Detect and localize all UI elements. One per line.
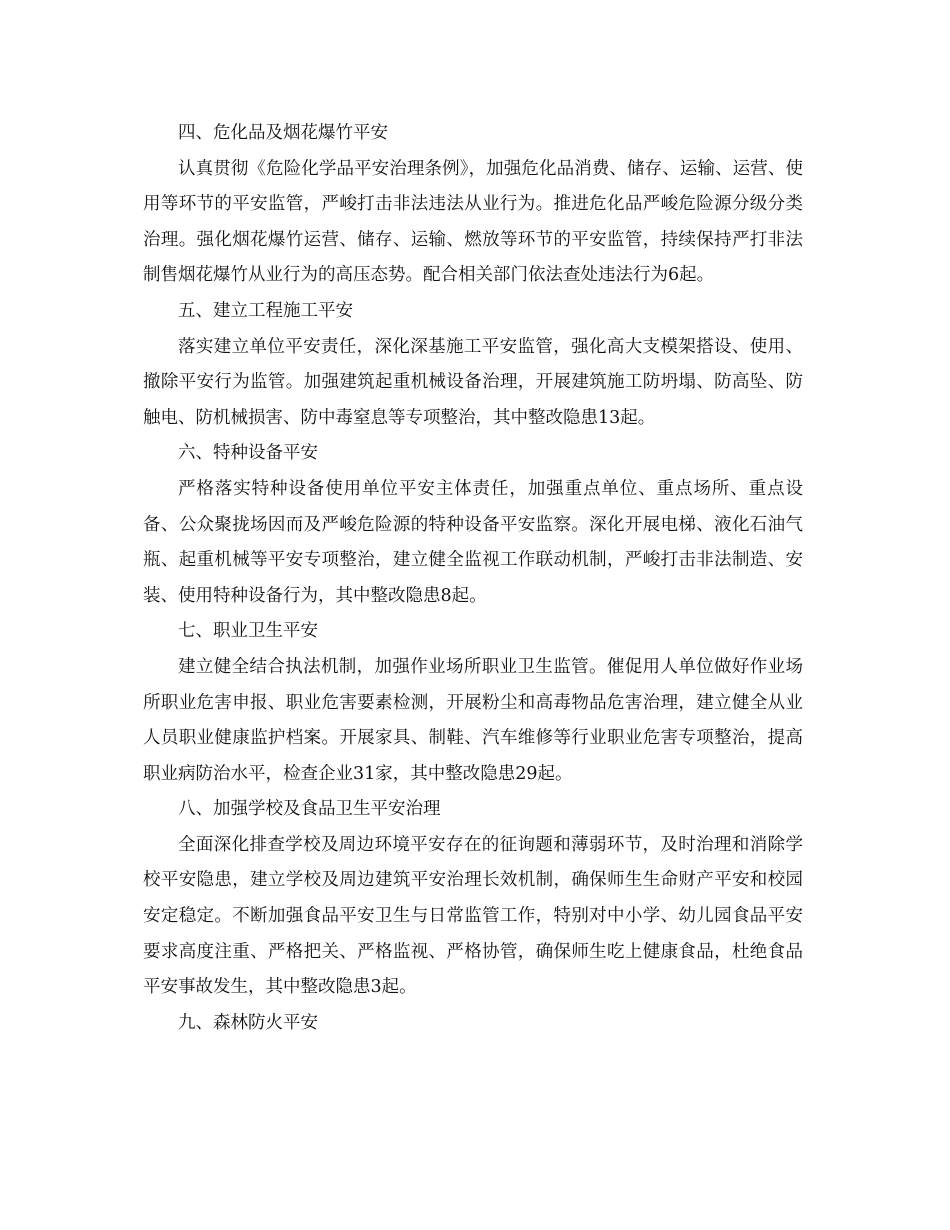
section-paragraph-8: 全面深化排查学校及周边环境平安存在的征询题和薄弱环节，及时治理和消除学校平安隐患，建立学校及周边建筑平安治理长效机制，确保师生生命财产平安和校园安定稳定。不断加强食品平安卫生与日常监管工作，特别对中小学、幼儿园食品平安要求高度注重、严格把关、严格监视、严格协管，确保师生吃上健康食品，杜绝食品平安事故发生，其中整改隐患3起。 — [143, 834, 803, 998]
section-heading-8: 八、加强学校及食品卫生平安治理 — [178, 799, 441, 820]
section-paragraph-6: 严格落实特种设备使用单位平安主体责任，加强重点单位、重点场所、重点设备、公众聚拢场因而及严峻危险源的特种设备平安监察。深化开展电梯、液化石油气瓶、起重机械等平安专项整治，建立健全监视工作联动机制，严峻打击非法制造、安装、使用特种设备行为，其中整改隐患8起。 — [143, 478, 803, 606]
section-heading-4: 四、危化品及烟花爆竹平安 — [178, 123, 388, 143]
section-heading-9: 九、森林防火平安 — [178, 1012, 318, 1033]
section-heading-6: 六、特种设备平安 — [178, 443, 318, 464]
section-paragraph-4: 认真贯彻《危险化学品平安治理条例》，加强危化品消费、储存、运输、运营、使用等环节的平安监管，严峻打击非法违法从业行为。推进危化品严峻危险源分级分类治理。强化烟花爆竹运营、储存、运输、燃放等环节的平安监管，持续保持严打非法制售烟花爆竹从业行为的高压态势。配合相关部门依法查处违法行为6起。 — [143, 158, 803, 286]
section-paragraph-7: 建立健全结合执法机制，加强作业场所职业卫生监管。催促用人单位做好作业场所职业危害申报、职业危害要素检测，开展粉尘和高毒物品危害治理，建立健全从业人员职业健康监护档案。开展家具、制鞋、汽车维修等行业职业危害专项整治，提高职业病防治水平，检查企业31家，其中整改隐患29起。 — [143, 656, 803, 784]
section-heading-7: 七、职业卫生平安 — [178, 621, 318, 642]
section-heading-5: 五、建立工程施工平安 — [178, 300, 353, 321]
section-paragraph-5: 落实建立单位平安责任，深化深基施工平安监管，强化高大支模架搭设、使用、撤除平安行为监管。加强建筑起重机械设备治理，开展建筑施工防坍塌、防高坠、防触电、防机械损害、防中毒窒息等专项整治，其中整改隐患13起。 — [143, 336, 803, 428]
document-body — [143, 116, 803, 1041]
